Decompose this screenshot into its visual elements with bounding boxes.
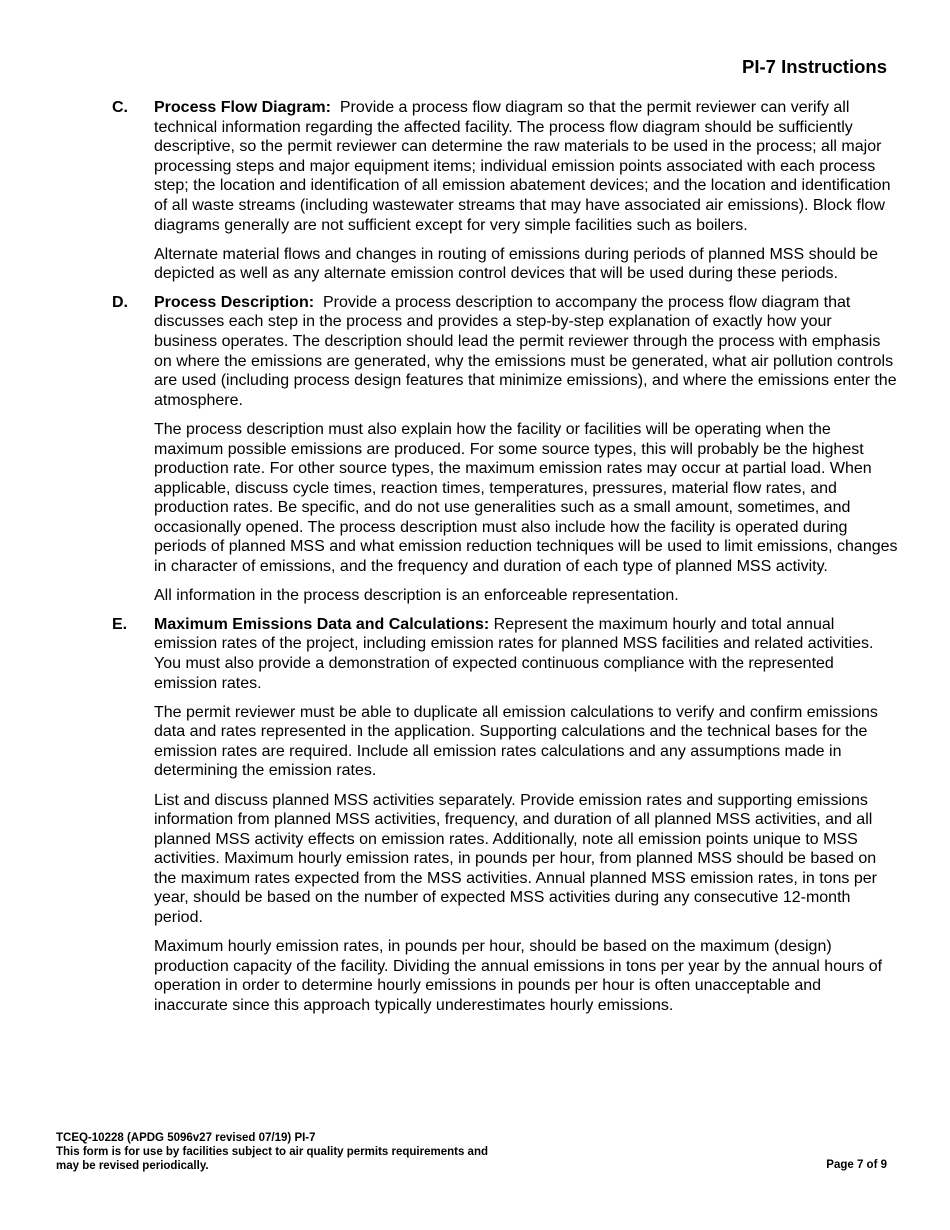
section-body (154, 293, 898, 606)
footer-revision-note: may be revised periodically. (56, 1160, 209, 1173)
section-heading: Maximum Emissions Data and Calculations: (154, 615, 490, 633)
section-heading: Process Description: (154, 293, 315, 311)
paragraph: All information in the process description is an enforceable representation. (154, 587, 679, 605)
section-body (154, 615, 898, 1016)
paragraph: Maximum hourly emission rates, in pounds per hour, should be based on the maximum (design) production capacity of the facility. Dividing the annual emissions in tons per year by the annual hours of operation in order to determine hourly emissions in pounds per hour is often unacceptable and inaccurate since this approach typically underestimates hourly emissions. (154, 938, 883, 1014)
section-letter: E. (112, 615, 128, 633)
section-c (112, 98, 898, 284)
paragraph-text: Represent the maximum hourly and total annual emission rates of the project, including emission rates for planned MSS facilities and related activities. You must also provide a demonstration of expected continuous compliance with the represented emission rates. (154, 615, 874, 692)
paragraph-text: Provide a process description to accompany the process flow diagram that discusses each step in the process and provides a step-by-step explanation of exactly how your business operates. The description should lead the permit reviewer through the process with emphasis on where the emissions are generated, why the emissions must be generated, what air pollution controls are used (including process design features that minimize emissions), and where the emissions enter the atmosphere. (154, 293, 897, 409)
paragraph: List and discuss planned MSS activities separately. Provide emission rates and supporting emissions information from planned MSS activities, frequency, and duration of all planned MSS activities, and all planned MSS activity effects on emission rates. Additionally, note all emission points unique to MSS activities. Maximum hourly emission rates, in pounds per hour, from planned MSS should be based on the maximum rates expected from the MSS activities. Annual planned MSS emission rates, in tons per year, should be based on the number of expected MSS activities during any consecutive 12-month period. (154, 791, 877, 927)
section-e (112, 615, 898, 1016)
paragraph (154, 615, 898, 693)
section-letter: C. (112, 99, 128, 116)
paragraph: The process description must also explain how the facility or facilities will be operating when the maximum possible emissions are produced. For some source types, this will probably be the highest production rate. For other source types, the maximum emission rates may occur at partial load. When applicable, discuss cycle times, reaction times, temperatures, pressures, material flow rates, and production rates. Be specific, and do not use generalities such as a small amount, sometimes, and occasionally opened. The process description must also include how the facility is operated during periods of planned MSS and what emission reduction techniques will be used to limit emissions, changes in character of emissions, and the frequency and duration of each type of planned MSS activity. (154, 420, 898, 576)
footer-usage-note: This form is for use by facilities subject to air quality permits requirements and (56, 1146, 488, 1159)
page-title: PI-7 Instructions (742, 56, 887, 77)
paragraph: Alternate material flows and changes in routing of emissions during periods of planned MSS should be depicted as well as any alternate emission control devices that will be used during these periods. (154, 245, 878, 283)
page-number: Page 7 of 9 (826, 1159, 887, 1171)
paragraph: The permit reviewer must be able to duplicate all emission calculations to verify and confirm emissions data and rates represented in the application. Supporting calculations and the technical bases for the emission rates are required. Include all emission rates calculations and any assumptions made in determining the emission rates. (154, 703, 878, 780)
section-body (154, 98, 898, 284)
footer-form-number: TCEQ-10228 (APDG 5096v27 revised 07/19) PI-7 (56, 1132, 316, 1144)
paragraph-text: Provide a process flow diagram so that the permit reviewer can verify all technical information regarding the affected facility. The process flow diagram should be sufficiently descriptive, so the permit reviewer can determine the raw materials to be used in the process; all major processing steps and major equipment items; individual emission points associated with each process step; the location and identification of all emission abatement devices; and the location and identification of all waste streams (including wastewater streams that may have associated air emissions). Block flow diagrams generally are not sufficient except for very simple facilities such as boilers. (154, 99, 891, 234)
instructions-content (112, 98, 898, 1025)
section-heading: Process Flow Diagram: (154, 99, 331, 116)
section-letter: D. (112, 293, 128, 311)
footer-form-info (56, 1131, 488, 1174)
paragraph (154, 98, 898, 235)
section-d (112, 293, 898, 606)
paragraph (154, 293, 898, 411)
